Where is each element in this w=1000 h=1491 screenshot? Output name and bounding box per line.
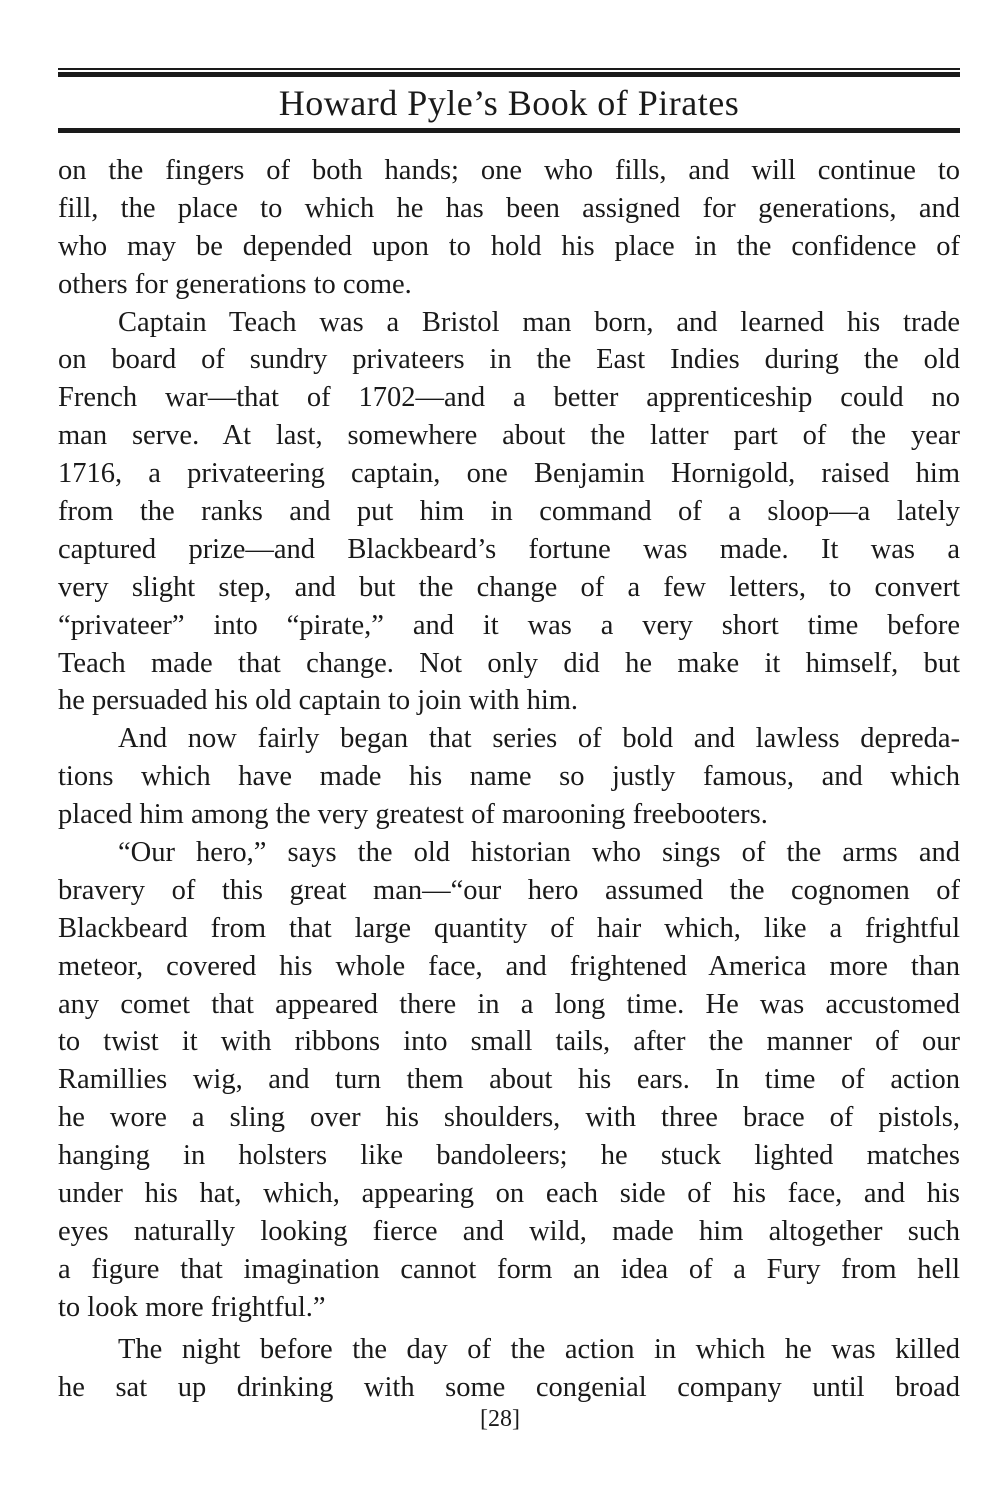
text-line: meteor, covered his whole face, and frightened America more than [58,950,960,982]
text-line: fill, the place to which he has been assigned for generations, and [58,192,960,224]
text-line: to look more frightful.” [58,1291,326,1323]
text-line: he persuaded his old captain to join with him. [58,685,579,717]
text-line: bravery of this great man—“our hero assumed the cognomen of [58,874,960,906]
header-bottom-rule [58,128,960,133]
text-line: who may be depended upon to hold his place in the confidence of [58,230,960,262]
text-line: others for generations to come. [58,268,412,300]
header-double-rule [58,72,960,77]
text-line: Blackbeard from that large quantity of hair which, like a frightful [58,912,960,944]
text-line: hanging in holsters like bandoleers; he stuck lighted matches [58,1140,960,1172]
text-line: “Our hero,” says the old historian who sings of the arms and [118,837,960,869]
paragraph [58,152,960,304]
text-line: on the fingers of both hands; one who fills, and will continue to [58,155,960,186]
paragraph [58,834,960,1327]
text-line: Ramillies wig, and turn them about his ears. In time of action [58,1064,960,1096]
header-top-rule [58,68,960,70]
text-line: to twist it with ribbons into small tails, after the manner of our [58,1026,960,1058]
paragraph [58,720,960,834]
text-line: placed him among the very greatest of marooning freebooters. [58,799,768,831]
text-line: Teach made that change. Not only did he make it himself, but [58,647,960,679]
text-line: very slight step, and but the change of a few letters, to convert [58,571,960,603]
text-line: on board of sundry privateers in the East Indies during the old [58,344,960,376]
text-line: any comet that appeared there in a long time. He was accustomed [58,988,960,1020]
text-line: tions which have made his name so justly famous, and which [58,761,960,793]
text-line: under his hat, which, appearing on each side of his face, and his [58,1178,960,1210]
text-line: The night before the day of the action in which he was killed [118,1333,960,1365]
text-line: from the ranks and put him in command of a sloop—a lately [58,496,960,528]
paragraph [58,304,960,721]
text-line: Captain Teach was a Bristol man born, and learned his trade [118,306,960,338]
text-line: he sat up drinking with some congenial company until broad [58,1371,960,1403]
text-line: captured prize—and Blackbeard’s fortune was made. It was a [58,533,960,565]
text-line: he wore a sling over his shoulders, with three brace of pistols, [58,1102,960,1134]
text-line: eyes naturally looking fierce and wild, made him altogether such [58,1215,960,1247]
text-line: man serve. At last, somewhere about the latter part of the year [58,420,960,452]
running-head: Howard Pyle’s Book of Pirates [278,83,740,123]
text-line: And now fairly began that series of bold and lawless depreda- [118,723,960,755]
page-number: [28] [480,1406,520,1432]
text-line: a figure that imagination cannot form an idea of a Fury from hell [58,1253,960,1285]
text-line: French war—that of 1702—and a better apprenticeship could no [58,382,960,414]
body-text [58,152,960,1406]
paragraph [58,1331,960,1407]
text-line: 1716, a privateering captain, one Benjamin Hornigold, raised him [58,458,960,490]
text-line: “privateer” into “pirate,” and it was a very short time before [58,609,960,641]
